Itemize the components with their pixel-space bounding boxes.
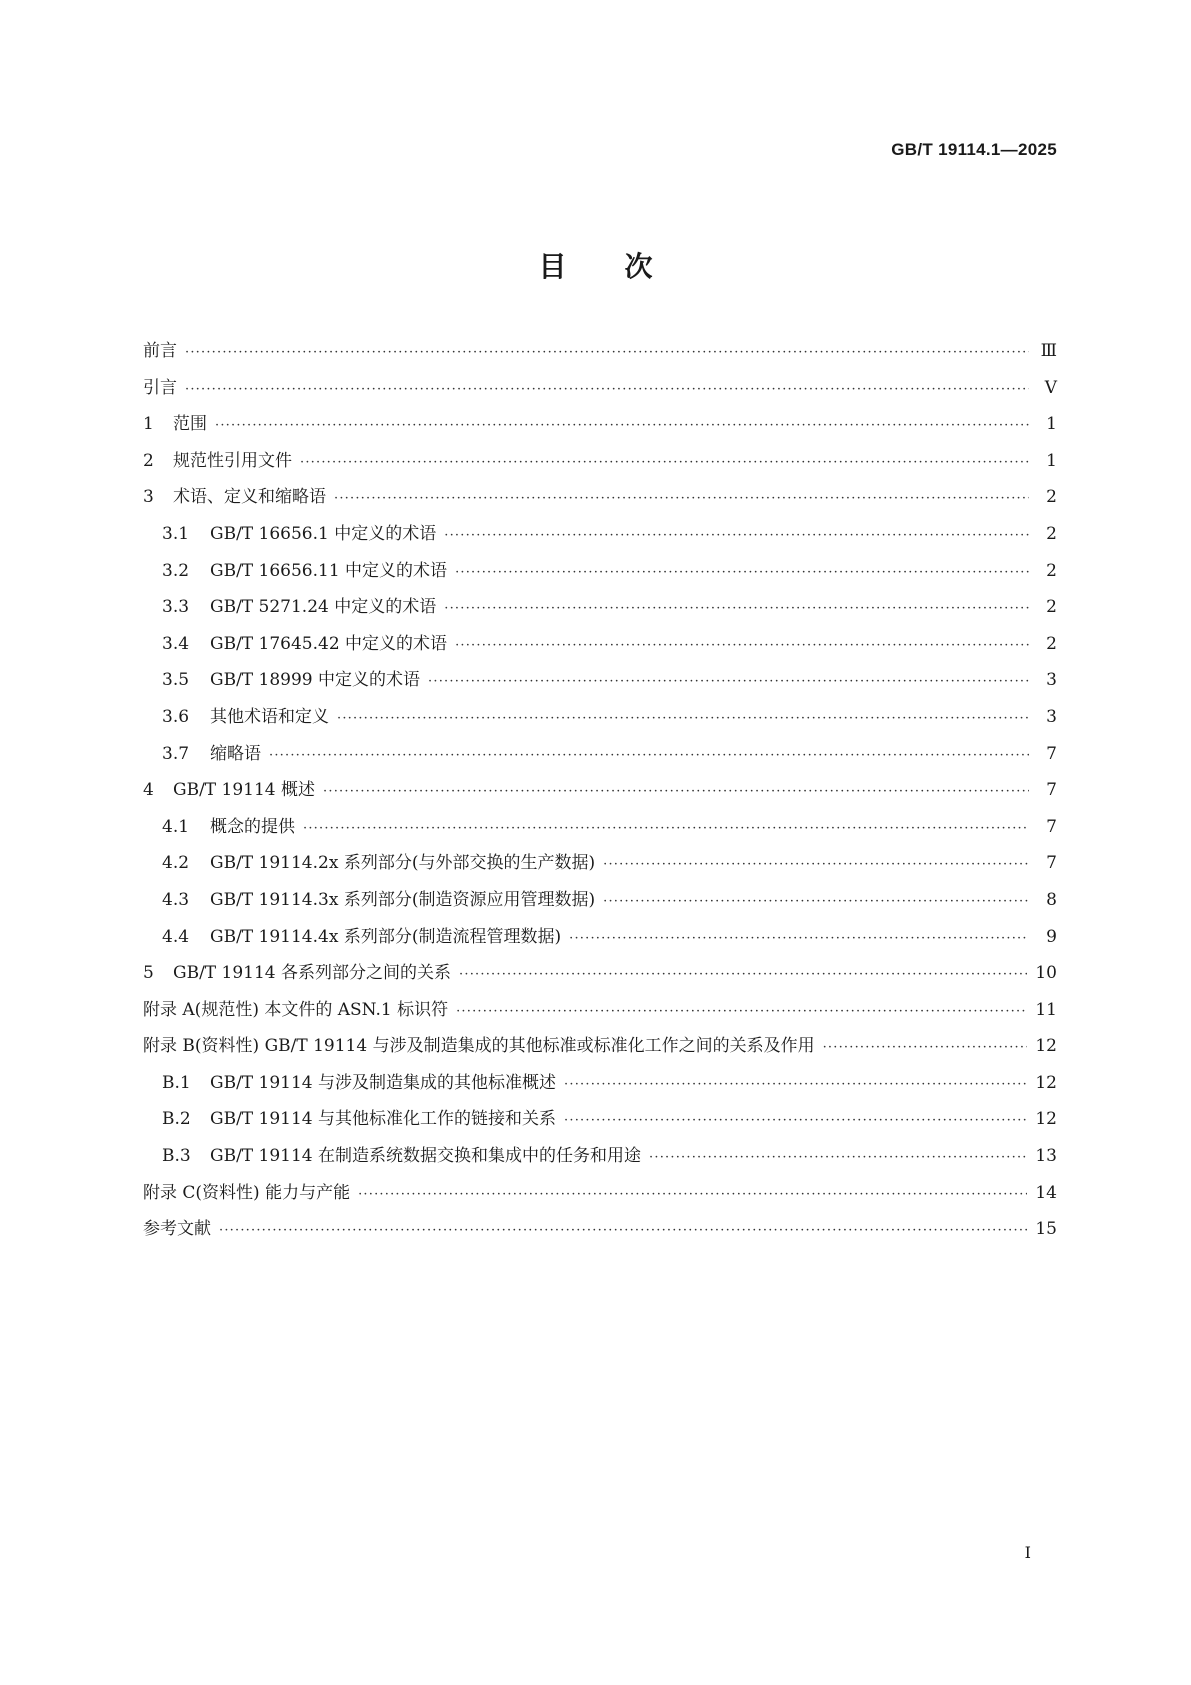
toc-entry-number: 3.3 [162, 597, 190, 618]
toc-entry[interactable] [143, 409, 1057, 446]
toc-entry-number: 4.1 [162, 816, 190, 837]
toc-entry-label [162, 592, 436, 617]
toc-entry-page: 2 [1046, 633, 1057, 654]
toc-entry-text: 附录 B(资料性) GB/T 19114 与涉及制造集成的其他标准或标准化工作之间的关系及作用 [143, 1036, 815, 1057]
toc-dot-leader [303, 821, 1029, 836]
toc-entry-text: GB/T 19114 与其他标准化工作的链接和关系 [210, 1109, 557, 1130]
toc-dot-leader [269, 748, 1029, 763]
toc-entry[interactable] [143, 629, 1057, 666]
toc-entry-page: 15 [1035, 1219, 1057, 1240]
toc-entry[interactable] [143, 1214, 1057, 1251]
toc-entry[interactable] [143, 775, 1057, 812]
toc-dot-leader [455, 638, 1029, 653]
toc-entry-label [143, 482, 326, 507]
toc-entry[interactable] [143, 848, 1057, 885]
toc-entry-label [162, 665, 420, 690]
toc-entry-text: 引言 [143, 377, 177, 398]
toc-entry-label [143, 409, 207, 434]
toc-entry[interactable] [143, 958, 1057, 995]
toc-dot-leader [337, 711, 1029, 726]
toc-entry[interactable] [143, 519, 1057, 556]
toc-entry-page: Ⅲ [1040, 341, 1057, 361]
toc-entry-text: GB/T 19114.3x 系列部分(制造资源应用管理数据) [210, 889, 596, 910]
toc-entry[interactable] [143, 739, 1057, 776]
toc-entry-text: 缩略语 [210, 743, 261, 764]
toc-entry-label [143, 995, 448, 1020]
toc-entry-label [162, 848, 595, 873]
toc-dot-leader [334, 491, 1029, 506]
toc-dot-leader [455, 565, 1029, 580]
toc-dot-leader [185, 345, 1029, 360]
toc-entry-text: GB/T 19114 与涉及制造集成的其他标准概述 [210, 1072, 557, 1093]
toc-entry-page: 12 [1035, 1109, 1057, 1130]
toc-entry-label [162, 739, 261, 764]
toc-entry-page: 11 [1035, 999, 1057, 1020]
table-of-contents [143, 336, 1057, 1251]
toc-entry-number: 3.4 [162, 633, 190, 654]
toc-entry-page: 10 [1035, 963, 1057, 984]
toc-dot-leader [564, 1077, 1027, 1092]
toc-entry-label [162, 885, 595, 910]
toc-entry-page: 7 [1046, 853, 1057, 874]
toc-entry-label [162, 556, 447, 581]
toc-entry[interactable] [143, 1068, 1057, 1105]
toc-entry-text: 范围 [173, 414, 207, 435]
toc-entry-number: B.1 [162, 1072, 191, 1093]
toc-entry-page: 14 [1035, 1182, 1057, 1203]
toc-entry[interactable] [143, 1178, 1057, 1215]
toc-entry-number: 2 [143, 450, 154, 471]
toc-title: 目次 [538, 250, 711, 283]
toc-dot-leader [300, 455, 1029, 470]
toc-dot-leader [564, 1113, 1027, 1128]
toc-entry-number: B.2 [162, 1109, 191, 1130]
toc-entry[interactable] [143, 482, 1057, 519]
toc-entry-text: GB/T 19114 概述 [173, 780, 316, 801]
toc-entry-page: 2 [1046, 597, 1057, 618]
toc-entry-number: 3.1 [162, 523, 190, 544]
toc-entry[interactable] [143, 922, 1057, 959]
toc-dot-leader [603, 894, 1029, 909]
toc-entry-label [162, 812, 295, 837]
toc-dot-leader [456, 1004, 1027, 1019]
toc-entry-page: 13 [1035, 1146, 1057, 1167]
toc-entry[interactable] [143, 1104, 1057, 1141]
toc-entry-text: GB/T 17645.42 中定义的术语 [210, 633, 448, 654]
toc-entry-label [143, 1214, 211, 1239]
toc-entry-text: GB/T 16656.1 中定义的术语 [210, 523, 437, 544]
toc-entry-number: 3.2 [162, 560, 190, 581]
toc-entry-page: 2 [1046, 560, 1057, 581]
toc-dot-leader [569, 931, 1029, 946]
toc-entry[interactable] [143, 812, 1057, 849]
toc-entry-number: 3.5 [162, 670, 190, 691]
toc-entry-page: 7 [1046, 816, 1057, 837]
toc-entry-text: 附录 A(规范性) 本文件的 ASN.1 标识符 [143, 999, 449, 1020]
toc-entry-text: GB/T 19114.4x 系列部分(制造流程管理数据) [210, 926, 562, 947]
toc-entry-number: 3.7 [162, 743, 190, 764]
toc-entry-number: B.3 [162, 1146, 191, 1167]
toc-dot-leader [185, 382, 1029, 397]
standard-number: GB/T 19114.1—2025 [891, 140, 1057, 159]
toc-entry-label [143, 958, 451, 983]
toc-entry-label [162, 1068, 556, 1093]
toc-entry-label [143, 1031, 815, 1056]
toc-entry-label [143, 446, 292, 471]
toc-entry-page: 12 [1035, 1072, 1057, 1093]
toc-entry-page: 9 [1046, 926, 1057, 947]
toc-entry-label [162, 519, 436, 544]
toc-dot-leader [603, 857, 1029, 872]
toc-entry[interactable] [143, 1141, 1057, 1178]
toc-dot-leader [649, 1150, 1027, 1165]
toc-entry-label [162, 629, 447, 654]
toc-entry-number: 4 [143, 780, 154, 801]
toc-entry[interactable] [143, 336, 1057, 373]
toc-entry-label [162, 702, 329, 727]
toc-entry-text: 参考文献 [143, 1219, 211, 1240]
toc-entry-number: 5 [143, 963, 154, 984]
toc-dot-leader [219, 1223, 1027, 1238]
toc-dot-leader [323, 784, 1029, 799]
toc-entry-text: GB/T 19114 在制造系统数据交换和集成中的任务和用途 [210, 1146, 642, 1167]
toc-entry-text: 规范性引用文件 [173, 450, 292, 471]
toc-entry-text: GB/T 16656.11 中定义的术语 [210, 560, 448, 581]
toc-entry-page: 7 [1046, 743, 1057, 764]
toc-entry[interactable] [143, 665, 1057, 702]
toc-entry-number: 3 [143, 487, 154, 508]
toc-dot-leader [428, 674, 1029, 689]
toc-entry-page: 1 [1046, 450, 1057, 471]
toc-entry-page: 12 [1035, 1036, 1057, 1057]
toc-entry-text: 概念的提供 [210, 816, 295, 837]
toc-entry-number: 3.6 [162, 706, 190, 727]
toc-entry[interactable] [143, 556, 1057, 593]
toc-entry-number: 4.2 [162, 853, 190, 874]
toc-entry-number: 4.3 [162, 889, 190, 910]
toc-dot-leader [459, 967, 1027, 982]
toc-entry[interactable] [143, 592, 1057, 629]
toc-entry-page: 7 [1046, 780, 1057, 801]
toc-entry-label [162, 922, 561, 947]
toc-entry-page: 3 [1046, 670, 1057, 691]
toc-entry-text: 术语、定义和缩略语 [173, 487, 326, 508]
toc-entry-text: 前言 [143, 341, 177, 361]
toc-dot-leader [358, 1187, 1027, 1202]
toc-entry-label [162, 1104, 556, 1129]
toc-entry-page: 8 [1046, 889, 1057, 910]
toc-dot-leader [823, 1040, 1028, 1055]
toc-entry-label [143, 775, 315, 800]
toc-entry-number: 4.4 [162, 926, 190, 947]
toc-entry[interactable] [143, 702, 1057, 739]
toc-entry[interactable] [143, 885, 1057, 922]
toc-entry-label [143, 336, 177, 361]
toc-entry[interactable] [143, 995, 1057, 1032]
toc-entry-page: 2 [1046, 523, 1057, 544]
toc-dot-leader [215, 418, 1029, 433]
toc-entry-text: 其他术语和定义 [210, 706, 329, 727]
toc-entry-label [143, 373, 177, 398]
toc-dot-leader [444, 601, 1029, 616]
toc-entry-text: GB/T 19114 各系列部分之间的关系 [173, 963, 452, 984]
toc-entry-label [162, 1141, 641, 1166]
toc-dot-leader [444, 528, 1029, 543]
toc-entry[interactable] [143, 446, 1057, 483]
toc-entry[interactable] [143, 1031, 1057, 1068]
toc-entry-text: 附录 C(资料性) 能力与产能 [143, 1182, 351, 1203]
toc-entry-label [143, 1178, 350, 1203]
toc-entry-number: 1 [143, 414, 154, 435]
toc-entry-text: GB/T 19114.2x 系列部分(与外部交换的生产数据) [210, 853, 596, 874]
toc-entry-page: 2 [1046, 487, 1057, 508]
toc-entry-page: 1 [1046, 414, 1057, 435]
toc-entry-text: GB/T 5271.24 中定义的术语 [210, 597, 437, 618]
page-number: I [1024, 1543, 1031, 1562]
toc-entry[interactable] [143, 373, 1057, 410]
toc-entry-page: 3 [1046, 706, 1057, 727]
toc-entry-page: Ⅴ [1044, 377, 1057, 398]
toc-entry-text: GB/T 18999 中定义的术语 [210, 670, 421, 691]
